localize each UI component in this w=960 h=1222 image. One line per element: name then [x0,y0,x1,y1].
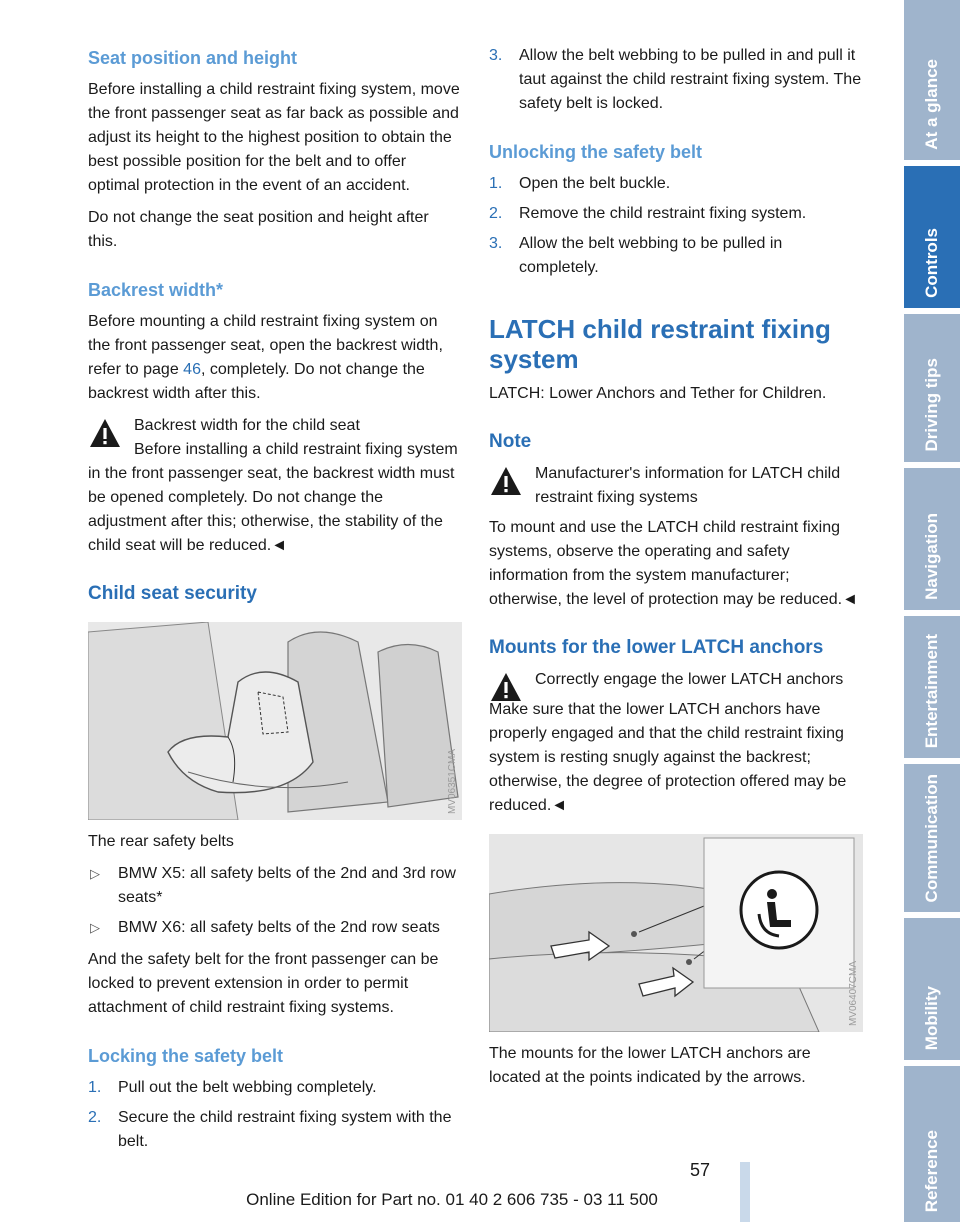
warning-backrest [88,414,462,558]
rear-seat-child-seat-figure [88,622,462,820]
page-number: 57 [690,1160,711,1180]
list-item: 1. Pull out the belt webbing completely. [88,1079,377,1096]
warning-body: Before installing a child restraint fixing system in the front passenger seat, the backrest width must be opened completely. Do not change the adjustment after this; otherwise, the stability of the child seat will be reduced.◄ [88,441,458,554]
page-link[interactable]: 46 [183,361,201,378]
latch-paragraph: LATCH: Lower Anchors and Tether for Children. [489,385,827,402]
tab-communication[interactable]: Communication [904,764,960,912]
warning-title: Backrest width for the child seat [134,417,360,434]
chapter-tabs [904,0,960,1222]
tab-navigation[interactable]: Navigation [904,468,960,610]
warning-triangle-icon [489,670,523,704]
tab-driving-tips[interactable]: Driving tips [904,314,960,462]
tab-at-a-glance[interactable]: At a glance [904,0,960,160]
warning-body: To mount and use the LATCH child restraint fixing systems, observe the operating and safety information from the system manufacturer; otherwise, the level of protection may be reduced.◄ [489,519,858,608]
right-column [489,44,863,1098]
latch-heading: LATCH child restraint fixing system [489,314,831,374]
list-item: 1. Open the belt buckle. [489,175,671,192]
figure-code: MV06351CMA [447,748,458,814]
locking-steps-continued [489,44,863,116]
left-column [88,44,462,1162]
latch-anchors-figure [489,834,863,1032]
seat-position-heading: Seat position and height [88,48,298,68]
warning-title: Correctly engage the lower LATCH anchors [535,671,844,688]
front-belt-paragraph: And the safety belt for the front passenger can be locked to prevent extension in order to permit attachment of child restraint fixing systems. [88,951,439,1016]
tab-entertainment[interactable]: Entertainment [904,616,960,758]
belts-list [88,862,462,940]
list-item: 2. Secure the child restraint fixing system with the belt. [88,1109,452,1150]
warning-latch-manufacturer [489,462,863,612]
warning-body: Make sure that the lower LATCH anchors have properly engaged and that the child restraint fixing system is resting snugly against the backrest; otherwise, the degree of protection offered may be reduced.◄ [489,701,847,814]
locking-heading: Locking the safety belt [88,1046,284,1066]
rear-belts-intro: The rear safety belts [88,833,234,850]
mounts-heading: Mounts for the lower LATCH anchors [489,637,824,658]
list-item: 3. Allow the belt webbing to be pulled in and pull it taut against the child restraint fixing system. The safety belt is locked. [489,47,862,112]
latch-anchors-illustration [489,834,863,1032]
mounts-caption: The mounts for the lower LATCH anchors are located at the points indicated by the arrows. [489,1045,811,1086]
triangle-bullet-icon: ▷ [90,866,100,881]
list-item: ▷ BMW X6: all safety belts of the 2nd row seats [88,916,462,940]
note-heading: Note [489,431,532,452]
figure-code: MV06407CMA [848,960,859,1026]
locking-steps [88,1076,462,1154]
warning-latch-engage [489,668,863,818]
triangle-bullet-icon: ▷ [90,920,100,935]
seat-paragraph-2: Do not change the seat position and height after this. [88,209,429,250]
tab-controls[interactable]: Controls [904,166,960,308]
child-seat-illustration [88,622,462,820]
list-item: ▷ BMW X5: all safety belts of the 2nd and 3rd row seats* [88,862,462,910]
list-item: 3. Allow the belt webbing to be pulled in completely. [489,235,783,276]
unlocking-heading: Unlocking the safety belt [489,142,703,162]
warning-title: Manufacturer's information for LATCH child restraint fixing systems [535,465,841,506]
tab-reference[interactable]: Reference [904,1066,960,1222]
list-item: 2. Remove the child restraint fixing system. [489,205,807,222]
unlocking-steps [489,172,863,280]
warning-triangle-icon [88,416,122,450]
backrest-width-heading: Backrest width* [88,280,224,300]
footer-text: Online Edition for Part no. 01 40 2 606 735 - 03 11 500 [246,1190,658,1209]
seat-paragraph-1: Before installing a child restraint fixing system, move the front passenger seat as far back as possible and adjust its height to the highest position to obtain the best possible position for the belt and to offer optimal protection in the event of an accident. [88,81,460,194]
warning-triangle-icon [489,464,523,498]
child-seat-security-heading: Child seat security [88,583,257,604]
tab-mobility[interactable]: Mobility [904,918,960,1060]
backrest-paragraph: Before mounting a child restraint fixing system on the front passenger seat, open the backrest width, refer to page 46, completely. Do not change the backrest width after this. [88,313,443,402]
